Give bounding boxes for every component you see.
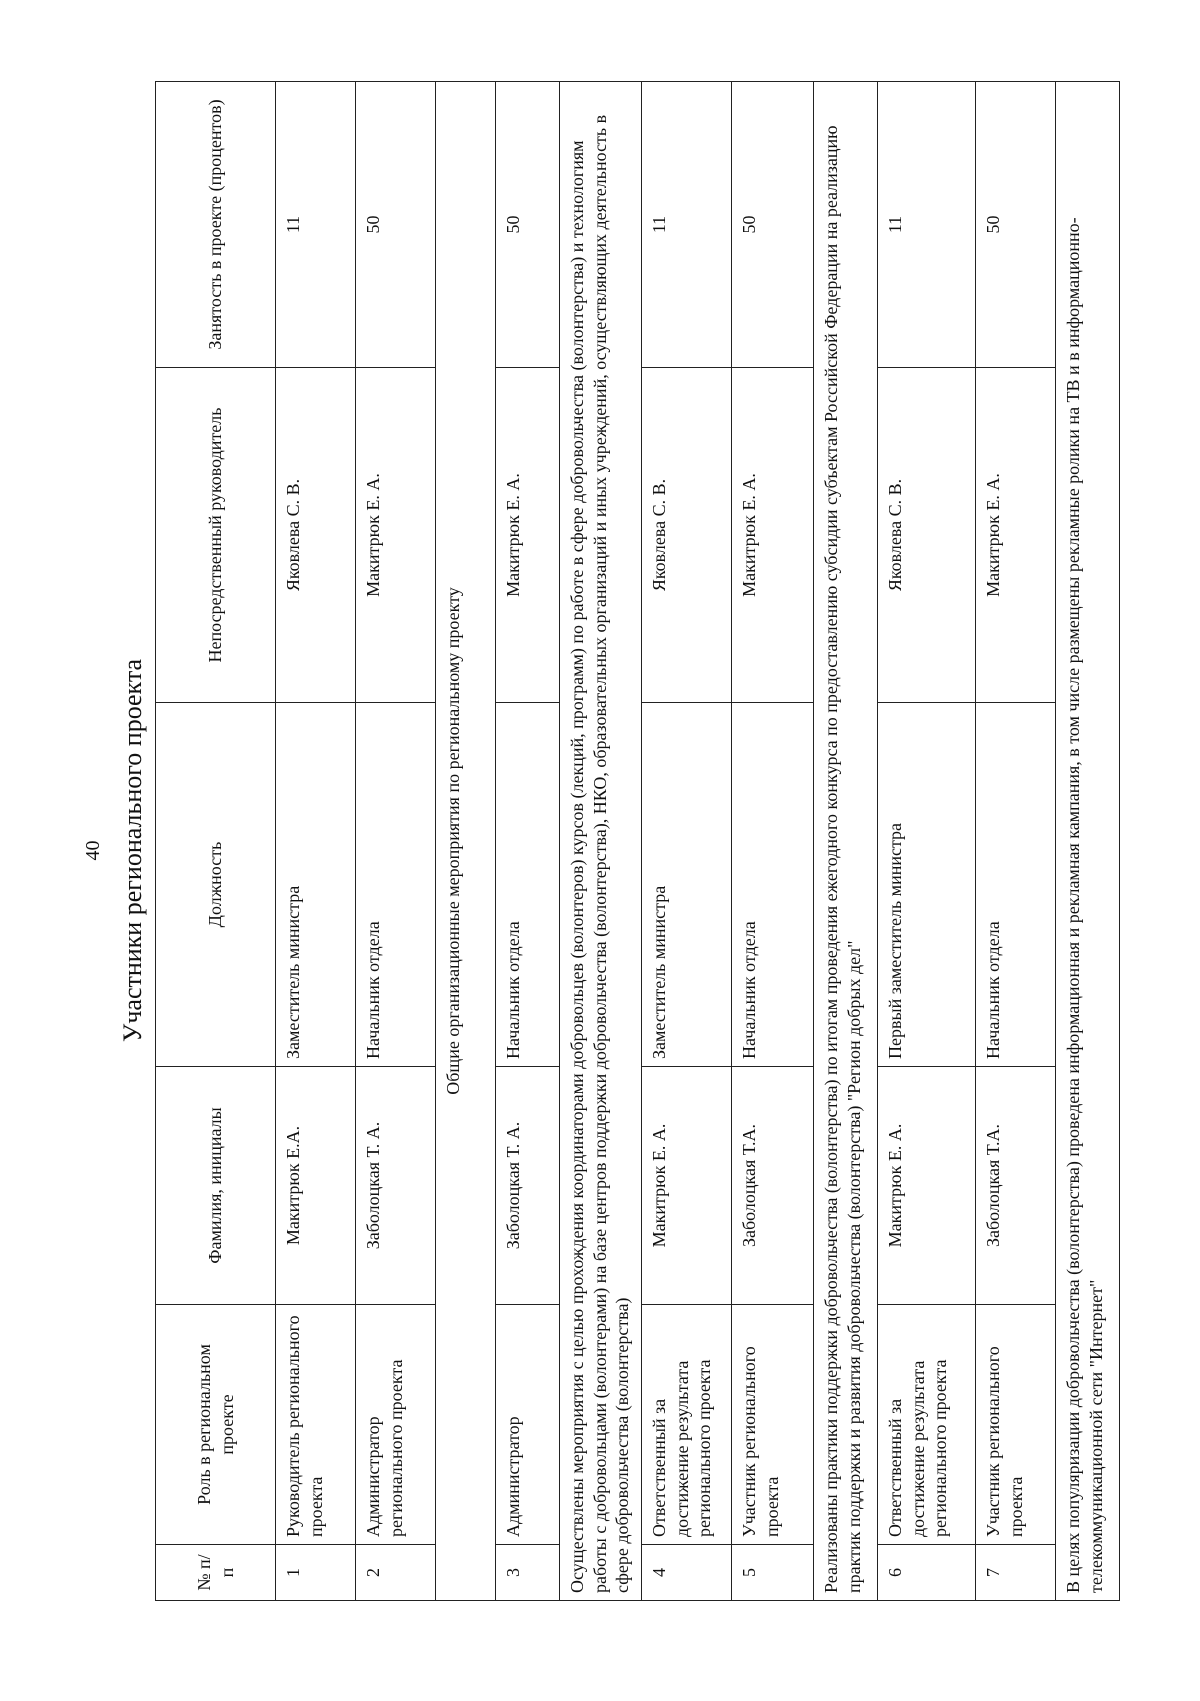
row-supervisor: Яковлева С. В.: [276, 368, 356, 703]
participants-table: [155, 81, 1120, 1601]
row-num: 6: [878, 1545, 976, 1601]
row-num: 2: [356, 1545, 436, 1601]
row-name: Заболоцкая Т. А.: [496, 1067, 560, 1305]
row-supervisor: Макитрюк Е. А.: [356, 368, 436, 703]
header-employment: Занятость в проекте (процентов): [156, 82, 276, 368]
row-name: Заболоцкая Т.А.: [732, 1067, 814, 1305]
row-employment: 11: [642, 82, 732, 368]
row-name: Заболоцкая Т.А.: [976, 1067, 1056, 1305]
row-role: Администратор: [496, 1305, 560, 1545]
row-supervisor: Макитрюк Е. А.: [732, 368, 814, 703]
section-practices: Реализованы практики поддержки добровольчества (волонтерства) по итогам проведения ежегодного конкурса по предоставлению субсидии субъектам Российской Федерации на реализацию практик поддержки и развития добровольчества (волонтерства) "Регион добрых дел": [814, 82, 878, 1601]
row-name: Макитрюк Е.А.: [276, 1067, 356, 1305]
row-supervisor: Макитрюк Е. А.: [976, 368, 1056, 703]
row-supervisor: Макитрюк Е. А.: [496, 368, 560, 703]
row-position: Начальник отдела: [496, 703, 560, 1067]
row-role: Руководитель регионального проекта: [276, 1305, 356, 1545]
table-header-row: [156, 82, 276, 1601]
header-supervisor: Непосредственный руководитель: [156, 368, 276, 703]
row-name: Макитрюк Е. А.: [642, 1067, 732, 1305]
table-row: [732, 82, 814, 1601]
page-title: Участники регионального проекта: [118, 658, 147, 1043]
row-num: 1: [276, 1545, 356, 1601]
row-employment: 50: [496, 82, 560, 368]
row-name: Заболоцкая Т. А.: [356, 1067, 436, 1305]
header-num: № п/п: [156, 1545, 276, 1601]
table-row: [642, 82, 732, 1601]
row-supervisor: Яковлева С. В.: [642, 368, 732, 703]
section-row: [436, 82, 496, 1601]
row-employment: 50: [732, 82, 814, 368]
row-role: Ответственный за достижение результата регионального проекта: [642, 1305, 732, 1545]
row-supervisor: Яковлева С. В.: [878, 368, 976, 703]
section-row: [814, 82, 878, 1601]
row-role: Ответственный за достижение результата регионального проекта: [878, 1305, 976, 1545]
section-popularization: В целях популяризации добровольчества (волонтерства) проведена информационная и рекламная кампания, в том числе размещены рекламные ролики на ТВ и в информационно-телекоммуникационной сети "Интернет": [1056, 82, 1120, 1601]
row-position: Начальник отдела: [976, 703, 1056, 1067]
row-num: 7: [976, 1545, 1056, 1601]
header-role: Роль в региональном проекте: [156, 1305, 276, 1545]
row-num: 4: [642, 1545, 732, 1601]
section-general: Общие организационные мероприятия по региональному проекту: [436, 82, 496, 1601]
row-position: Начальник отдела: [356, 703, 436, 1067]
row-num: 3: [496, 1545, 560, 1601]
section-row: [560, 82, 642, 1601]
table-row: [356, 82, 436, 1601]
table-row: [276, 82, 356, 1601]
row-position: Заместитель министра: [276, 703, 356, 1067]
row-position: Начальник отдела: [732, 703, 814, 1067]
row-employment: 11: [878, 82, 976, 368]
row-employment: 50: [976, 82, 1056, 368]
header-position: Должность: [156, 703, 276, 1067]
row-role: Участник регионального проекта: [732, 1305, 814, 1545]
row-employment: 50: [356, 82, 436, 368]
row-position: Первый заместитель министра: [878, 703, 976, 1067]
table-row: [496, 82, 560, 1601]
row-num: 5: [732, 1545, 814, 1601]
section-row: [1056, 82, 1120, 1601]
header-name: Фамилия, инициалы: [156, 1067, 276, 1305]
page-number: 40: [82, 840, 104, 861]
table-row: [878, 82, 976, 1601]
table-row: [976, 82, 1056, 1601]
row-role: Участник регионального проекта: [976, 1305, 1056, 1545]
row-position: Заместитель министра: [642, 703, 732, 1067]
row-employment: 11: [276, 82, 356, 368]
section-courses: Осуществлены мероприятия с целью прохождения координаторами добровольцев (волонтеров) курсов (лекций, программ) по работе в сфере добровольчества (волонтерства) и технологиям работы с добровольцами (волонтерами) на базе центров поддержки добровольчества (волонтерства), НКО, образовательных организаций и иных учреждений, осуществляющих деятельность в сфере добровольчества (волонтерства): [560, 82, 642, 1601]
row-role: Администратор регионального проекта: [356, 1305, 436, 1545]
row-name: Макитрюк Е. А.: [878, 1067, 976, 1305]
